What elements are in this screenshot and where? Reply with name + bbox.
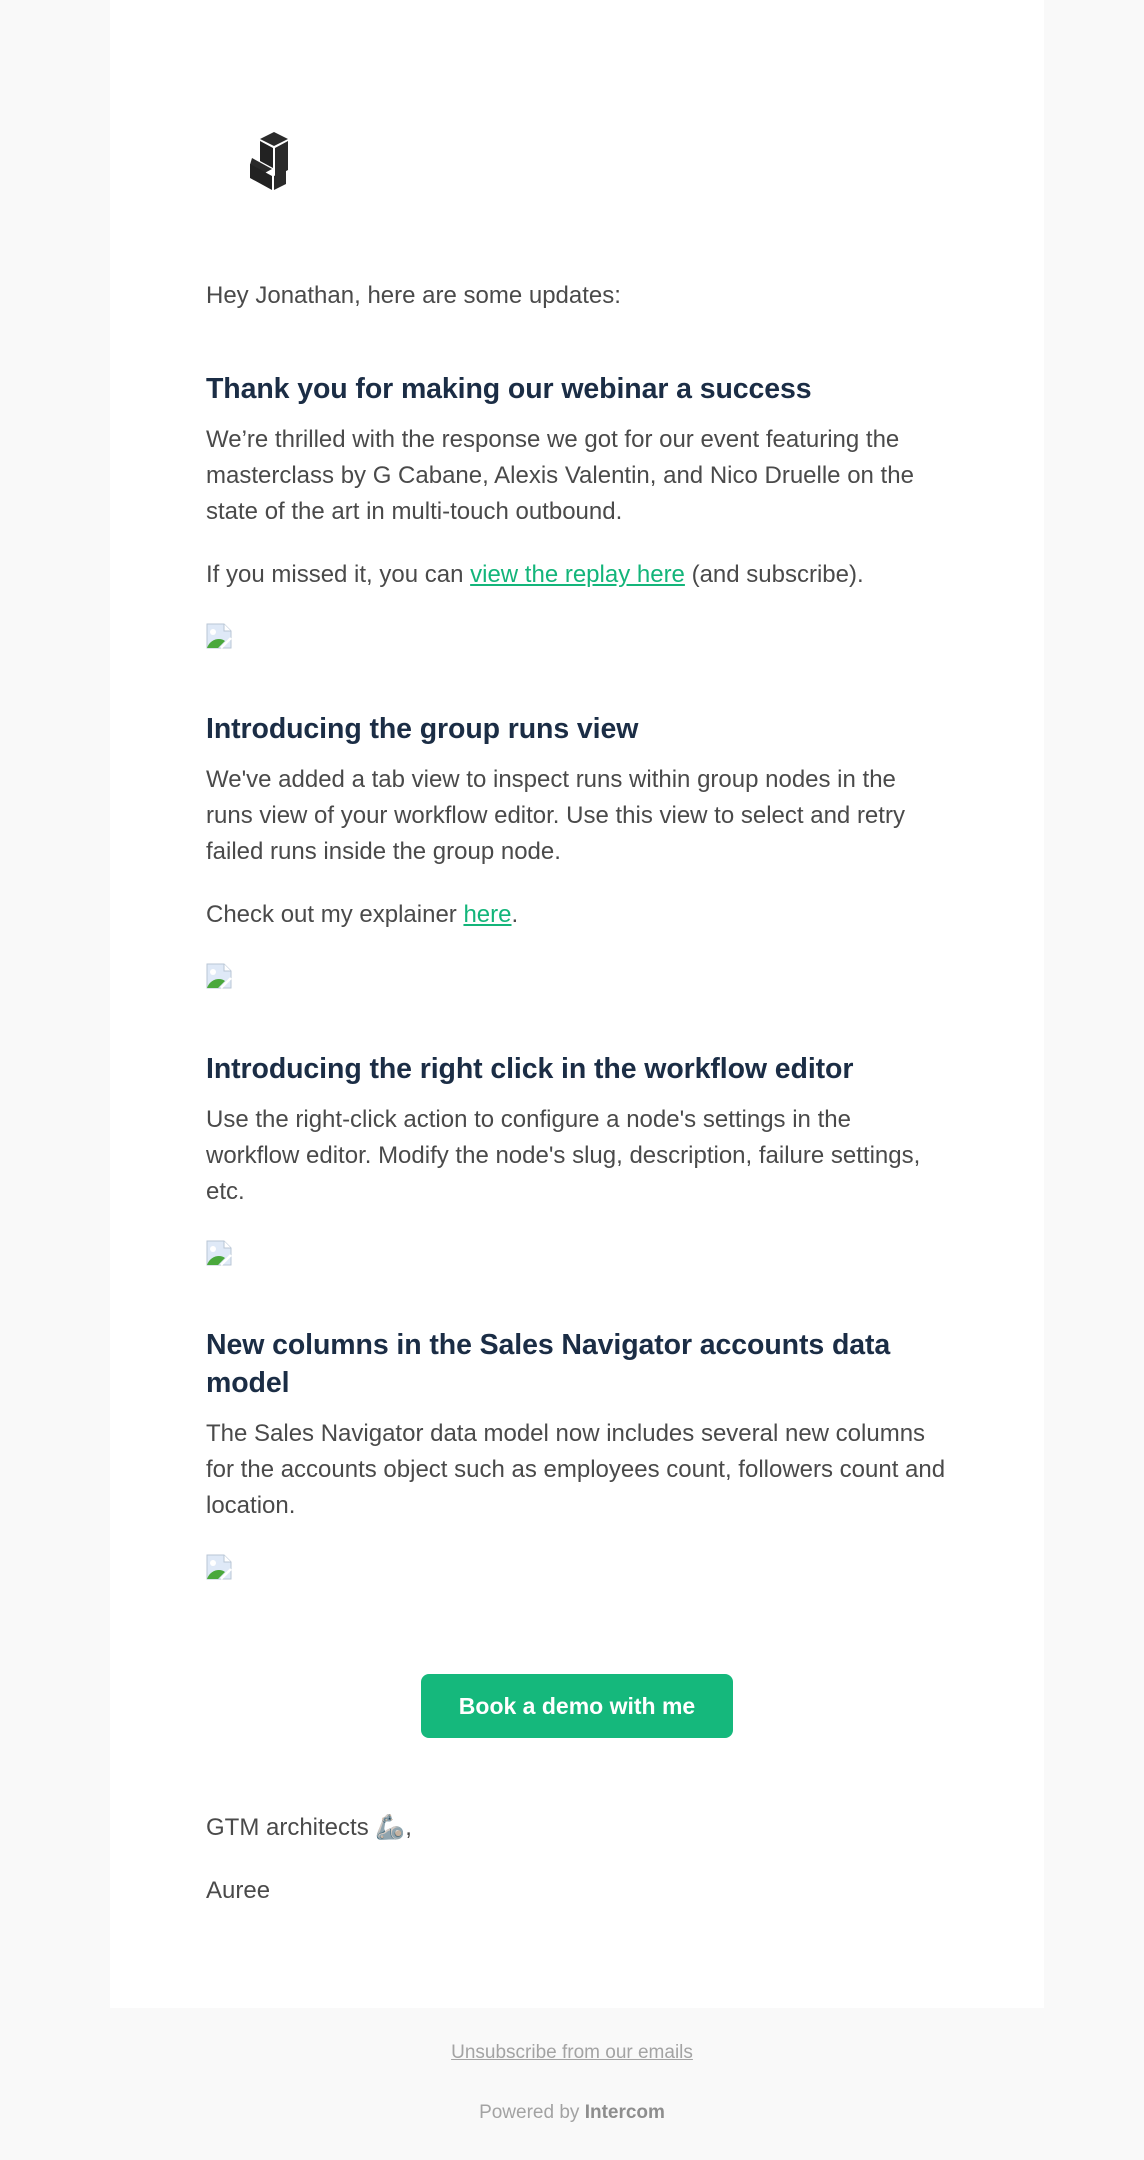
section-heading: Introducing the right click in the workflow editor (206, 1053, 854, 1085)
extra-prefix: Check out my explainer (206, 901, 464, 928)
email-card (110, 0, 1044, 2008)
section-body: We’re thrilled with the response we got for our event featuring the masterclass by G Cabane, Alexis Valentin, and Nico Druelle on the state of the art in multi-touch outbound. (206, 426, 914, 525)
signoff-name: Auree (206, 1877, 271, 1904)
section-body: The Sales Navigator data model now includes several new columns for the accounts object such as employees count, followers count and location. (206, 1420, 946, 1519)
section-sales-navigator (206, 1326, 948, 1580)
footer-unsubscribe (0, 2042, 1144, 2064)
powered-by-text: Powered by (479, 2102, 585, 2123)
extra-prefix: If you missed it, you can (206, 561, 471, 588)
broken-image-icon (206, 1240, 232, 1266)
section-heading: New columns in the Sales Navigator accounts data model (206, 1329, 891, 1399)
view-replay-link[interactable]: view the replay here (470, 561, 685, 588)
section-body: We've added a tab view to inspect runs within group nodes in the runs view of your workflow editor. Use this view to select and retry failed runs inside the group node. (206, 766, 905, 865)
footer-powered-by (0, 2102, 1144, 2124)
greeting: Hey Jonathan, here are some updates: (206, 282, 621, 309)
section-webinar (206, 370, 948, 649)
section-heading: Introducing the group runs view (206, 713, 639, 745)
stacked-blocks-logo-icon (250, 130, 298, 192)
section-group-runs (206, 710, 948, 989)
section-right-click (206, 1050, 948, 1266)
extra-suffix: (and subscribe). (684, 561, 864, 588)
extra-suffix: . (511, 901, 519, 928)
intercom-brand[interactable]: Intercom (584, 2102, 665, 2123)
broken-image-icon (206, 623, 232, 649)
explainer-here-link[interactable]: here (463, 901, 512, 928)
signoff-team: GTM architects 🦾, (206, 1814, 412, 1841)
cta-container (110, 1674, 1044, 1738)
book-demo-button[interactable]: Book a demo with me (421, 1674, 733, 1738)
broken-image-icon (206, 1554, 232, 1580)
section-extra (206, 557, 948, 593)
section-extra (206, 897, 948, 933)
unsubscribe-link[interactable]: Unsubscribe from our emails (451, 2042, 693, 2063)
section-body: Use the right-click action to configure a node's settings in the workflow editor. Modify the node's slug, description, failure settings, etc. (206, 1106, 921, 1205)
section-heading: Thank you for making our webinar a success (206, 373, 812, 405)
broken-image-icon (206, 963, 232, 989)
